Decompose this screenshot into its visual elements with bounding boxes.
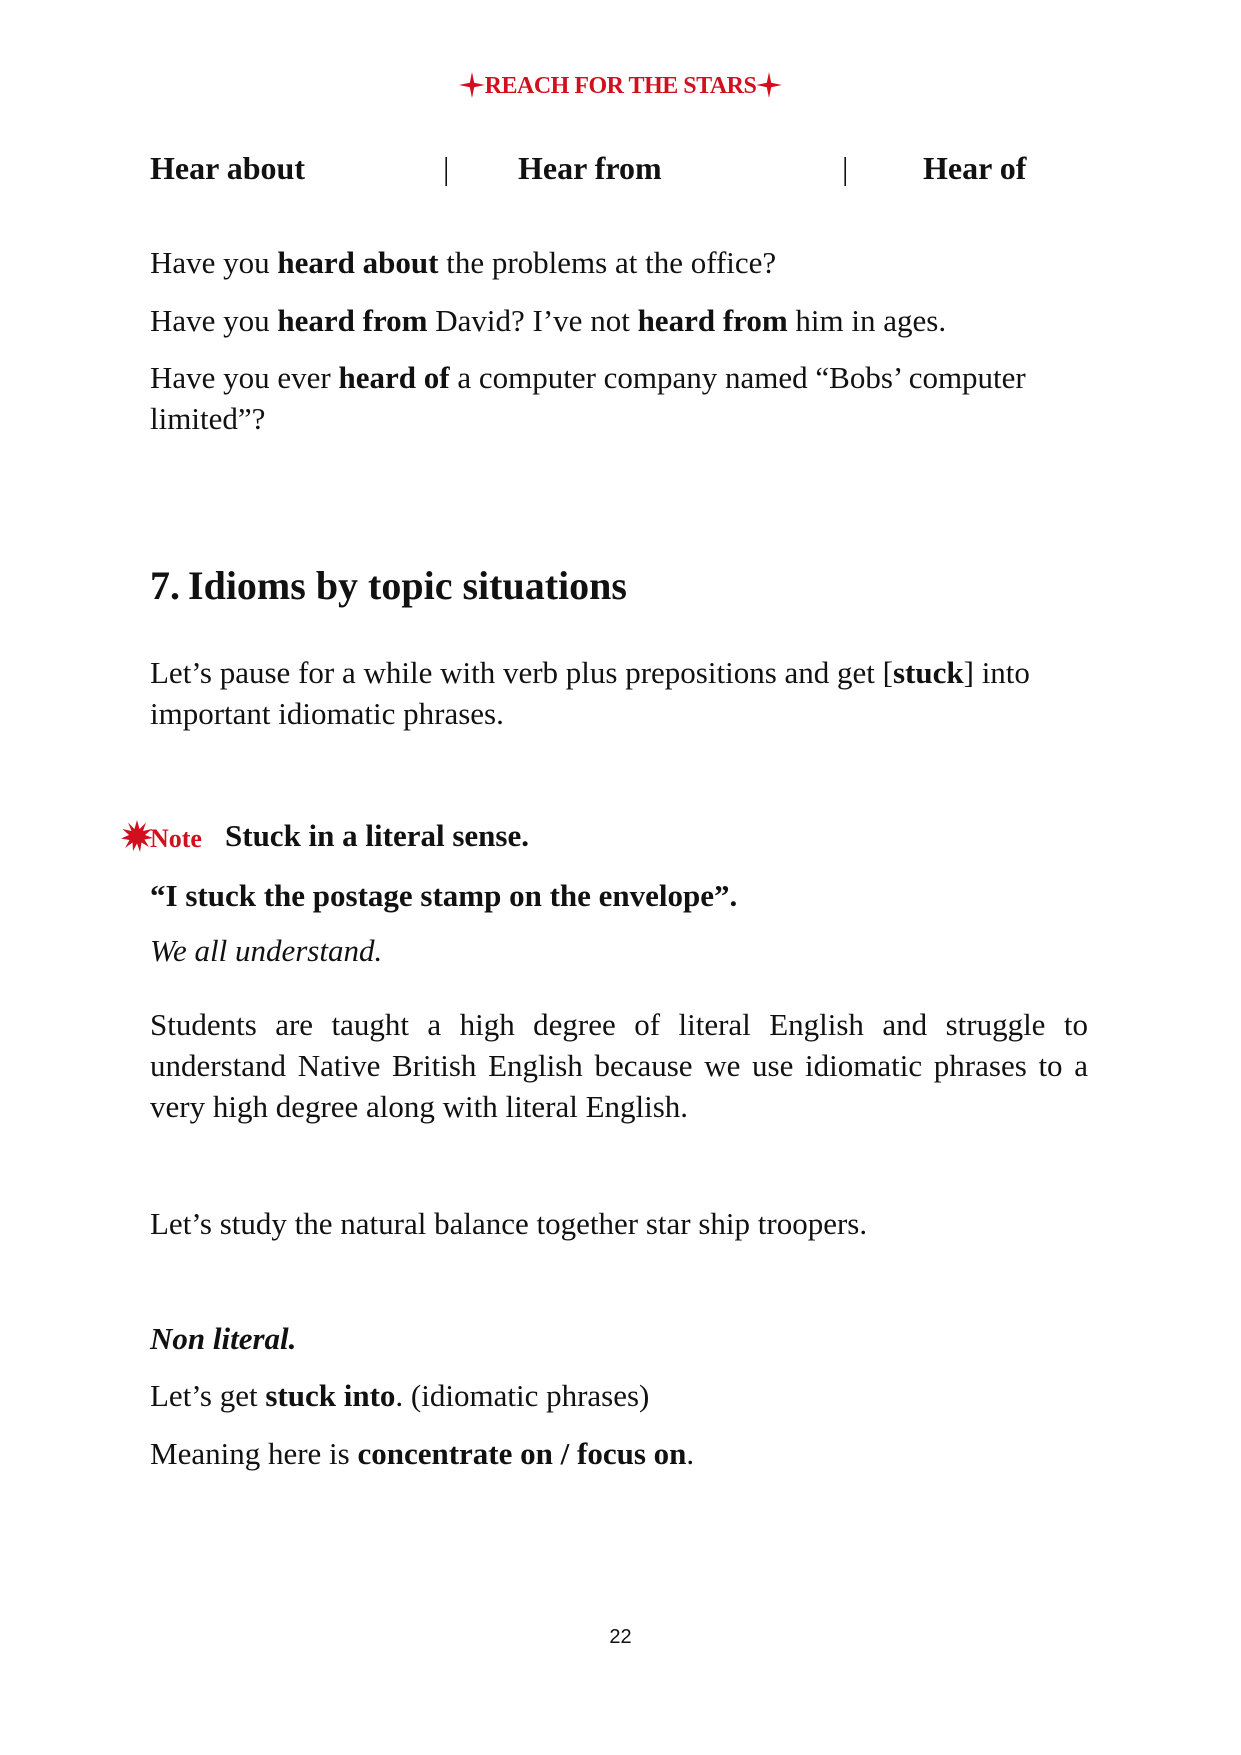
note-label: Note [150,824,202,853]
running-header [0,72,1241,100]
non-literal-heading: Non literal. [150,1321,297,1356]
study-line: Let’s study the natural balance together star ship troopers. [150,1206,868,1241]
note-title: Stuck in a literal sense. [225,818,529,853]
header-title: REACH FOR THE STARS [484,73,757,99]
intro-paragraph: Let’s pause for a while with verb plus prepositions and get [stuck] into important idiomatic phrases. [150,655,1030,731]
example-heard-about: Have you heard about the problems at the office? [150,245,777,280]
column-heading-hear-of: Hear of [923,150,1027,186]
column-heading-hear-about: Hear about [150,150,305,186]
note-understand: We all understand. [150,933,383,968]
example-heard-of: Have you ever heard of a computer company named “Bobs’ computer limited”? [150,360,1026,436]
section-number: 7. [150,563,180,608]
column-heading-hear-from: Hear from [518,150,662,186]
note-quote: “I stuck the postage stamp on the envelope”. [150,878,738,913]
non-literal-line-2: Meaning here is concentrate on / focus on. [150,1436,695,1471]
page-number: 22 [609,1626,632,1648]
students-paragraph: Students are taught a high degree of literal English and struggle to understand Native British English because we use idiomatic phrases to a very high degree along with literal English. [150,1007,1088,1124]
column-separator: | [443,150,450,186]
section-heading [150,562,627,609]
four-point-star-icon [459,72,485,98]
starburst-icon [121,820,153,852]
column-separator: | [842,150,849,186]
non-literal-line-1: Let’s get stuck into. (idiomatic phrases) [150,1378,650,1413]
four-point-star-icon [756,72,782,98]
section-title: Idioms by topic situations [188,563,627,608]
example-heard-from: Have you heard from David? I’ve not heard from him in ages. [150,303,947,338]
